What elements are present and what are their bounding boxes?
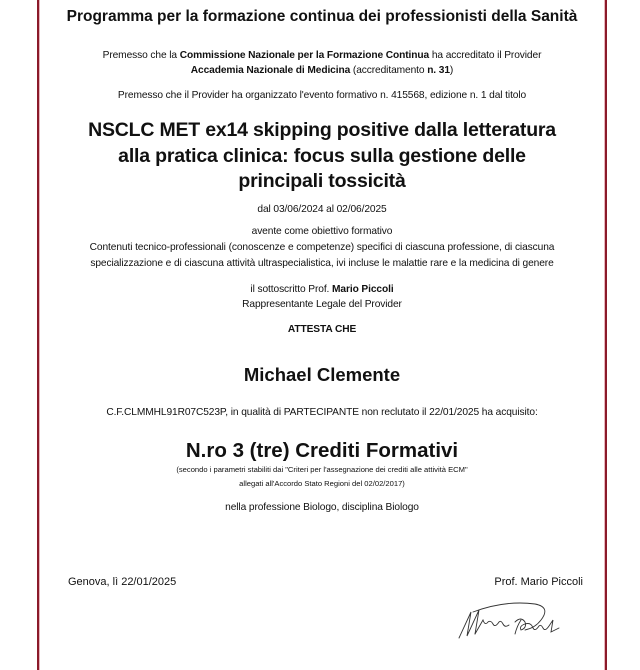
- signatory-line: [40, 284, 604, 295]
- accreditation-mid: (accreditamento: [350, 65, 428, 76]
- accreditation-end: ): [449, 65, 454, 76]
- signatory-pre: il sottoscritto Prof.: [250, 284, 333, 295]
- objective-label: avente come obiettivo formativo: [251, 226, 393, 237]
- accreditation-post: ha accreditato il Provider: [429, 50, 542, 61]
- objective-line-1: Contenuti tecnico-professionali (conoscenze e competenze) specifici di ciascuna professione, di ciascuna: [89, 242, 555, 253]
- participant-name: Michael Clemente: [243, 364, 401, 385]
- credits-title: N.ro 3 (tre) Crediti Formativi: [185, 439, 459, 462]
- accreditation-number: n. 31: [427, 65, 450, 76]
- credits-note-line-1: (secondo i parametri stabiliti dai "Criteri per l'assegnazione dei crediti alle attività ECM": [176, 465, 468, 474]
- signer-name: Prof. Mario Piccoli: [494, 576, 583, 588]
- accreditation-line-2: [40, 65, 604, 76]
- event-dates: dal 03/06/2024 al 02/06/2025: [257, 204, 387, 215]
- provider-name: Accademia Nazionale di Medicina: [190, 65, 351, 76]
- event-title-line-1: NSCLC MET ex14 skipping positive dalla letteratura: [88, 119, 556, 141]
- place-date: Genova, lì 22/01/2025: [68, 576, 177, 588]
- credits-note-line-2: allegati all'Accordo Stato Regioni del 02/02/2017): [239, 479, 405, 488]
- participant-details: C.F.CLMMHL91R07C523P, in qualità di PARTECIPANTE non reclutato il 22/01/2025 ha acquisito:: [106, 407, 538, 418]
- signatory-name: Mario Piccoli: [332, 284, 394, 295]
- page-title: Programma per la formazione continua dei professionisti della Sanità: [66, 8, 578, 25]
- attesta-heading: ATTESTA CHE: [287, 324, 357, 335]
- signature-icon: [455, 598, 575, 640]
- accreditation-pre: Premesso che la: [102, 50, 180, 61]
- commission-name: Commissione Nazionale per la Formazione Continua: [179, 50, 430, 61]
- signatory-role: Rappresentante Legale del Provider: [242, 299, 402, 310]
- profession: nella professione Biologo, disciplina Biologo: [225, 502, 419, 513]
- event-intro: Premesso che il Provider ha organizzato l'evento formativo n. 415568, edizione n. 1 dal titolo: [117, 90, 527, 101]
- objective-line-2: specializzazione e di ciascuna attività ultraspecialistica, ivi incluse le malattie rare e la medicina di genere: [90, 258, 554, 269]
- accreditation-line-1: [40, 50, 604, 61]
- event-title-line-3: principali tossicità: [238, 170, 406, 192]
- event-title-line-2: alla pratica clinica: focus sulla gestione delle: [118, 145, 526, 167]
